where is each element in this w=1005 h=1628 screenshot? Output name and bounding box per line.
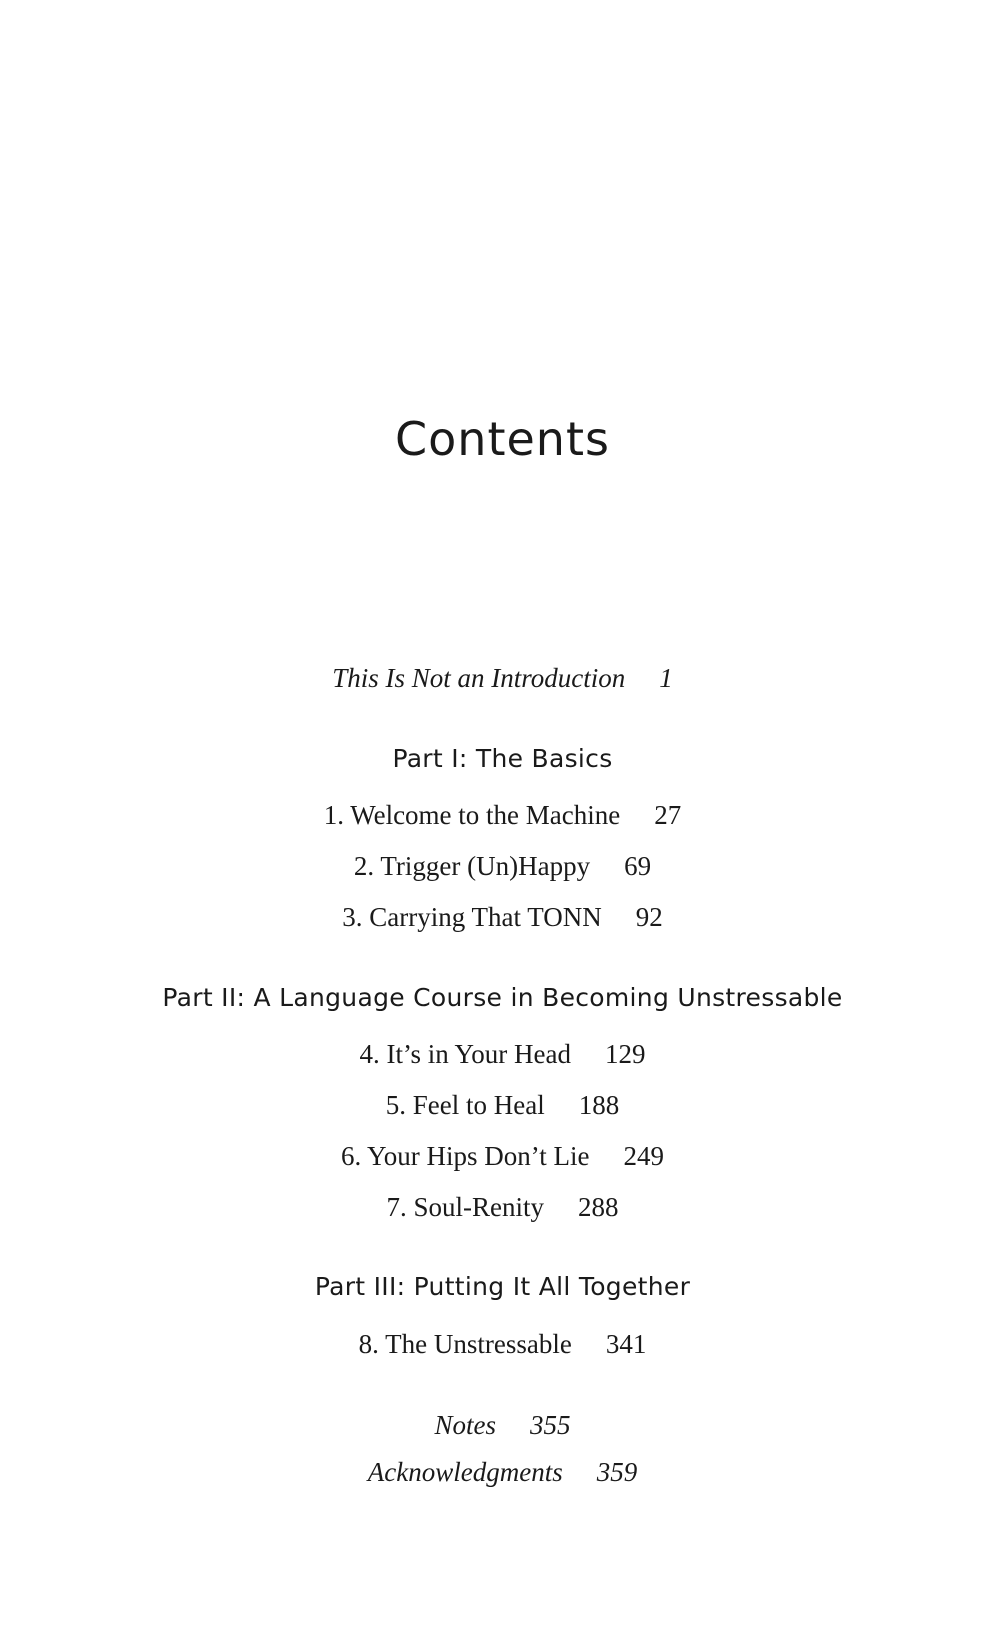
entry-page-number: 359 (596, 1457, 638, 1487)
toc-entry-chapter-5[interactable] (0, 1088, 1005, 1122)
entry-label: 4. It’s in Your Head (359, 1039, 571, 1069)
entry-page-number: 92 (635, 902, 663, 932)
toc-entry-acknowledgments[interactable] (0, 1455, 1005, 1489)
toc-entry-chapter-4[interactable] (0, 1037, 1005, 1071)
entry-label: 3. Carrying That TONN (342, 902, 602, 932)
part-heading-1: Part I: The Basics (392, 744, 613, 773)
entry-page-number: 355 (530, 1410, 571, 1440)
entry-page-number: 249 (623, 1141, 665, 1171)
toc-entry-chapter-1[interactable] (0, 798, 1005, 832)
toc-entry-notes[interactable] (0, 1408, 1005, 1442)
entry-page-number: 27 (654, 800, 682, 830)
entry-label: This Is Not an Introduction (332, 663, 626, 693)
entry-page-number: 129 (605, 1039, 646, 1069)
entry-label: 2. Trigger (Un)Happy (353, 851, 591, 881)
toc-entry-intro[interactable] (0, 661, 1005, 695)
entry-label: 7. Soul-Renity (386, 1192, 544, 1222)
entry-label: 5. Feel to Heal (385, 1090, 545, 1120)
part-heading-2: Part II: A Language Course in Becoming Unstressable (162, 983, 843, 1012)
toc-entry-chapter-8[interactable] (0, 1327, 1005, 1361)
toc-entry-chapter-3[interactable] (0, 900, 1005, 934)
page-title: Contents (395, 412, 610, 466)
entry-page-number: 341 (605, 1329, 647, 1359)
entry-label: Notes (434, 1410, 496, 1440)
toc-entry-chapter-7[interactable] (0, 1190, 1005, 1224)
part-heading-3: Part III: Putting It All Together (314, 1272, 691, 1301)
entry-label: 6. Your Hips Don’t Lie (340, 1141, 590, 1171)
entry-label: 8. The Unstressable (358, 1329, 572, 1359)
entry-page-number: 188 (578, 1090, 620, 1120)
toc-entry-chapter-2[interactable] (0, 849, 1005, 883)
entry-label: 1. Welcome to the Machine (323, 800, 621, 830)
entry-page-number: 288 (578, 1192, 619, 1222)
entry-label: Acknowledgments (367, 1457, 563, 1487)
toc-entry-chapter-6[interactable] (0, 1139, 1005, 1173)
entry-page-number: 69 (624, 851, 652, 881)
entry-page-number: 1 (659, 663, 673, 693)
